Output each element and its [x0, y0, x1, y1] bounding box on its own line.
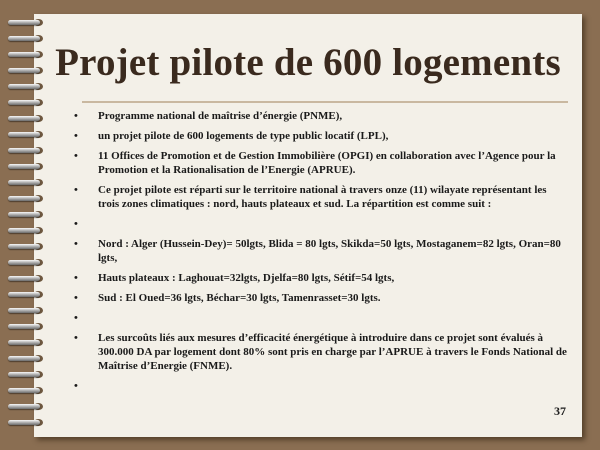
spiral-ring-icon: [6, 178, 50, 187]
bullet-text: Les surcoûts liés aux mesures d’efficacité énergétique à introduire dans ce projet sont évalués à 300.000 DA par logement dont 80% sont pris en charge par l’APRUE à travers le Fonds National de Maîtrise d’Energie (FNME).: [98, 332, 567, 372]
spiral-ring-icon: [6, 322, 50, 331]
list-item: [74, 129, 568, 143]
bullet-icon: •: [74, 380, 78, 392]
title-divider: [82, 101, 568, 103]
bullet-icon: •: [74, 272, 78, 284]
spiral-ring-icon: [6, 130, 50, 139]
spiral-ring-icon: [6, 242, 50, 251]
spiral-ring-icon: [6, 338, 50, 347]
bullet-icon: •: [74, 292, 78, 304]
bullet-icon: •: [74, 110, 78, 122]
spiral-ring-icon: [6, 194, 50, 203]
spiral-ring-icon: [6, 66, 50, 75]
spiral-ring-icon: [6, 50, 50, 59]
list-item: [74, 183, 568, 211]
spiral-ring-icon: [6, 418, 50, 427]
list-item-empty: [74, 217, 568, 231]
bullet-text: 11 Offices de Promotion et de Gestion Immobilière (OPGI) en collaboration avec l’Agence pour la Promotion et la Rationalisation de l’Energie (APRUE).: [98, 150, 556, 176]
bullet-icon: •: [74, 130, 78, 142]
spiral-ring-icon: [6, 306, 50, 315]
bullet-icon: •: [74, 332, 78, 344]
list-item: [74, 291, 568, 305]
page-number: 37: [554, 404, 566, 418]
spiral-ring-icon: [6, 34, 50, 43]
spiral-ring-icon: [6, 226, 50, 235]
list-item: [74, 271, 568, 285]
slide-title: Projet pilote de 600 logements: [55, 41, 561, 84]
slide-page: [34, 14, 582, 437]
spiral-ring-icon: [6, 402, 50, 411]
spiral-ring-icon: [6, 258, 50, 267]
spiral-ring-icon: [6, 274, 50, 283]
bullet-text: Sud : El Oued=36 lgts, Béchar=30 lgts, Tamenrasset=30 lgts.: [98, 292, 381, 304]
spiral-ring-icon: [6, 18, 50, 27]
spiral-ring-icon: [6, 370, 50, 379]
spiral-ring-icon: [6, 114, 50, 123]
bullet-text: un projet pilote de 600 logements de type public locatif (LPL),: [98, 130, 389, 142]
list-item: [74, 109, 568, 123]
spiral-ring-icon: [6, 354, 50, 363]
bullet-icon: •: [74, 238, 78, 250]
list-item: [74, 237, 568, 265]
spiral-binding: [6, 14, 50, 437]
bullet-icon: •: [74, 218, 78, 230]
list-item: [74, 331, 568, 373]
list-item: [74, 149, 568, 177]
spiral-ring-icon: [6, 210, 50, 219]
bullet-text: Nord : Alger (Hussein-Dey)= 50lgts, Blida = 80 lgts, Skikda=50 lgts, Mostaganem=82 lgts, Oran=80 lgts,: [98, 238, 561, 264]
spiral-ring-icon: [6, 386, 50, 395]
bullet-list: [74, 109, 568, 399]
spiral-ring-icon: [6, 162, 50, 171]
bullet-icon: •: [74, 150, 78, 162]
bullet-text: Programme national de maîtrise d’énergie (PNME),: [98, 110, 343, 122]
bullet-icon: •: [74, 312, 78, 324]
list-item-empty: [74, 311, 568, 325]
bullet-icon: •: [74, 184, 78, 196]
bullet-text: Ce projet pilote est réparti sur le territoire national à travers onze (11) wilayate représentant les trois zones climatiques : nord, hauts plateaux et sud. La répartition est comme suit :: [98, 184, 547, 210]
spiral-ring-icon: [6, 98, 50, 107]
spiral-ring-icon: [6, 146, 50, 155]
spiral-ring-icon: [6, 290, 50, 299]
spiral-ring-icon: [6, 82, 50, 91]
list-item-empty: [74, 379, 568, 393]
bullet-text: Hauts plateaux : Laghouat=32lgts, Djelfa=80 lgts, Sétif=54 lgts,: [98, 272, 395, 284]
